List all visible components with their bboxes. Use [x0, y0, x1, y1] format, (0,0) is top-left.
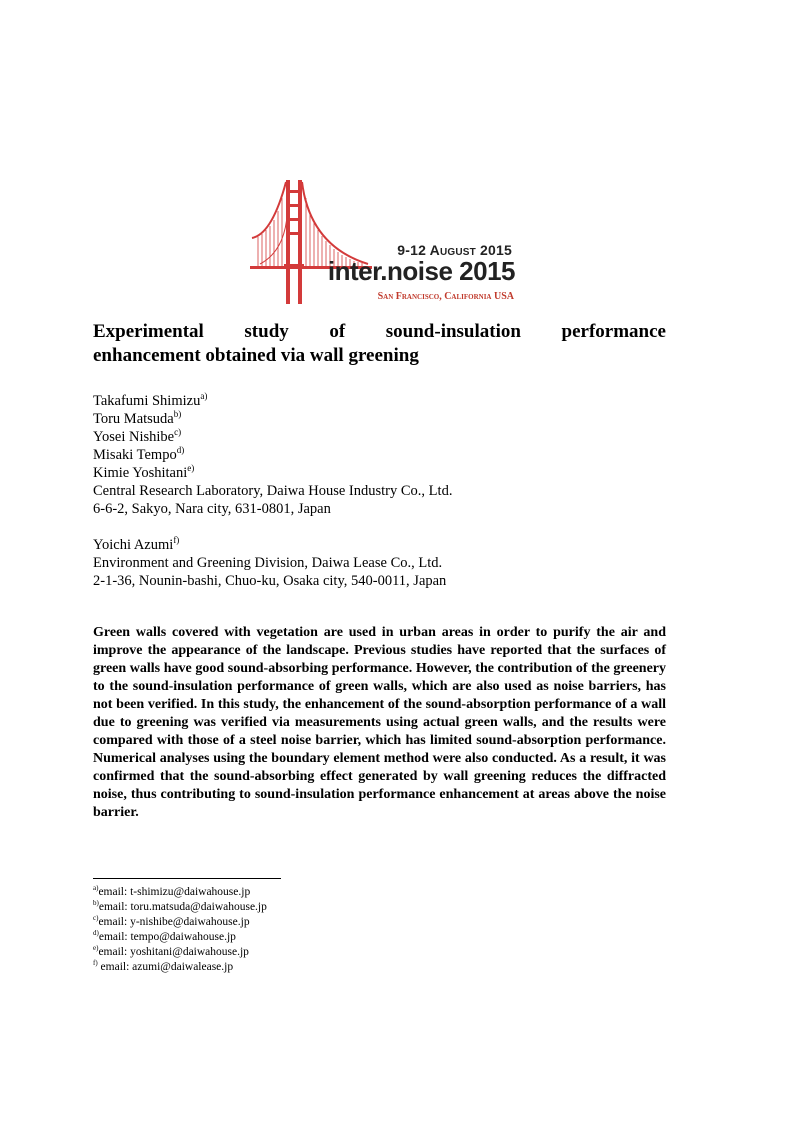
footnote-text: email: tempo@daiwahouse.jp [98, 931, 236, 943]
footnote-text: email: y-nishibe@daiwahouse.jp [98, 916, 250, 928]
paper-title [93, 320, 666, 368]
author-mark: a) [200, 391, 208, 401]
author-mark: e) [187, 463, 195, 473]
title-line-2: enhancement obtained via wall greening [93, 345, 419, 366]
author-name: Kimie Yoshitani [93, 465, 188, 481]
author-name: Yoichi Azumi [93, 537, 174, 553]
footnote-text: email: t-shimizu@daiwahouse.jp [98, 886, 251, 898]
footnote-text: email: toru.matsuda@daiwahouse.jp [98, 901, 267, 913]
footnote-f [93, 960, 493, 975]
author-mark: b) [173, 409, 182, 419]
footnote-mark: c) [93, 914, 99, 922]
footnote-c [93, 915, 493, 930]
author-mark: c) [174, 427, 182, 437]
conference-logo [250, 176, 515, 308]
footnote-text: email: yoshitani@daiwahouse.jp [98, 946, 249, 958]
title-line-1: Experimental study of sound-insulation performance [93, 321, 666, 342]
footnotes [93, 885, 493, 975]
author-3 [93, 428, 693, 446]
author-6 [93, 536, 693, 554]
author-name: Yosei Nishibe [93, 429, 175, 445]
footnote-mark: a) [93, 884, 99, 892]
footnote-e [93, 945, 493, 960]
footnote-text: email: azumi@daiwalease.jp [97, 961, 234, 973]
author-mark: f) [173, 535, 180, 545]
affiliation-1-address: 6-6-2, Sakyo, Nara city, 631-0801, Japan [93, 501, 331, 517]
footnote-mark: b) [93, 899, 99, 907]
footnote-mark: f) [93, 959, 98, 967]
author-name: Toru Matsuda [93, 411, 174, 427]
footnote-a [93, 885, 493, 900]
logo-name: inter.noise 2015 [327, 256, 515, 286]
abstract: Green walls covered with vegetation are used in urban areas in order to purify the air and improve the appearance of the landscape. Previous studies have reported that the surfaces of green walls have good sound-absorbing performance. However, the contribution of the greenery to the sound-insulation performance of green walls, which are also used as noise barriers, has not been verified. In this study, the enhancement of the sound-absorption performance of a wall due to greening was verified via measurements using actual green walls, and the results were compared with those of a steel noise barrier, which has limited sound-absorption performance. Numerical analyses using the boundary element method were also conducted. As a result, it was confirmed that the sound-absorbing effect generated by wall greening reduces the diffracted noise, thus contributing to sound-insulation performance enhancement at areas above the noise barrier. [93, 625, 666, 820]
logo-location: San Francisco, California USA [377, 291, 514, 302]
footnote-mark: e) [93, 944, 99, 952]
author-4 [93, 446, 693, 464]
affiliation-2-address: 2-1-36, Nounin-bashi, Chuo-ku, Osaka city, 540-0011, Japan [93, 573, 447, 589]
footnote-b [93, 900, 493, 915]
footnote-mark: d) [93, 929, 99, 937]
author-name: Misaki Tempo [93, 447, 177, 463]
author-2 [93, 410, 693, 428]
author-name: Takafumi Shimizu [93, 393, 201, 409]
footnote-d [93, 930, 493, 945]
author-5 [93, 464, 693, 482]
footnote-divider [93, 878, 281, 879]
author-mark: d) [176, 445, 185, 455]
author-1 [93, 392, 693, 410]
author-block [93, 392, 693, 590]
affiliation-2-org: Environment and Greening Division, Daiwa Lease Co., Ltd. [93, 555, 443, 571]
logo-date: 9-12 August 2015 [397, 242, 512, 258]
affiliation-1-org: Central Research Laboratory, Daiwa House Industry Co., Ltd. [93, 483, 453, 499]
